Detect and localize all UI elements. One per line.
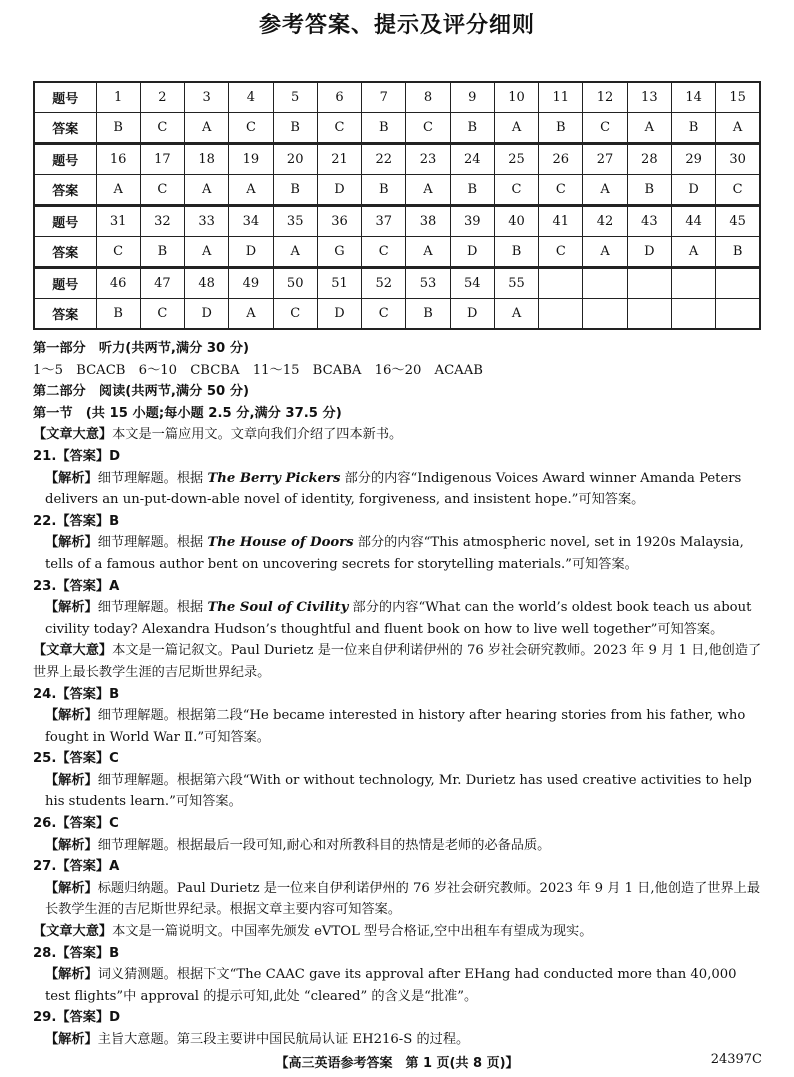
- question-number-cell: 8: [406, 82, 450, 113]
- question-number-cell: 25: [494, 144, 538, 175]
- question-number-cell: 20: [273, 144, 317, 175]
- question-number-cell: 38: [406, 206, 450, 237]
- answer-cell: C: [494, 175, 538, 206]
- question-number-cell: 3: [185, 82, 229, 113]
- question-number-row: [34, 268, 760, 299]
- answer-cell: A: [406, 237, 450, 268]
- question-number-cell: 15: [716, 82, 760, 113]
- question-number-cell: 13: [627, 82, 671, 113]
- question-number-row: [34, 144, 760, 175]
- answer-cell: A: [583, 175, 627, 206]
- question-label: 题号: [34, 82, 96, 113]
- question-label: 题号: [34, 144, 96, 175]
- article-summary: 【文章大意】本文是一篇应用文。文章向我们介绍了四本新书。: [33, 427, 403, 443]
- answer-cell: C: [317, 113, 361, 144]
- answer-cell: C: [539, 175, 583, 206]
- question-number-cell: 51: [317, 268, 361, 299]
- question-number-cell: 17: [140, 144, 184, 175]
- question-number-cell: [539, 268, 583, 299]
- answer-cell: C: [229, 113, 273, 144]
- answer-cell: A: [494, 299, 538, 330]
- answer-cell: A: [716, 113, 760, 144]
- answer-cell: B: [406, 299, 450, 330]
- answer-label: 答案: [34, 299, 96, 330]
- answer-cell: D: [627, 237, 671, 268]
- answer-cell: C: [96, 237, 140, 268]
- answer-cell: C: [716, 175, 760, 206]
- question-number-cell: 34: [229, 206, 273, 237]
- answer-cell: D: [317, 175, 361, 206]
- section-heading: 第一部分 听力(共两节,满分 30 分): [33, 341, 250, 356]
- answer-cell: G: [317, 237, 361, 268]
- answer-row: [34, 299, 760, 330]
- answer-cell: C: [140, 175, 184, 206]
- answer-cell: B: [716, 237, 760, 268]
- question-number-cell: 7: [362, 82, 406, 113]
- answer-cell: D: [229, 237, 273, 268]
- question-number-cell: 2: [140, 82, 184, 113]
- answer-cell: B: [627, 175, 671, 206]
- question-number-row: [34, 82, 760, 113]
- answer-cell: C: [583, 113, 627, 144]
- answer-cell: B: [450, 175, 494, 206]
- answer-cell: D: [317, 299, 361, 330]
- article-summary: 【文章大意】本文是一篇说明文。中国率先颁发 eVTOL 型号合格证,空中出租车有望成为现实。: [33, 924, 593, 940]
- question-label: 题号: [34, 268, 96, 299]
- answer-cell: A: [406, 175, 450, 206]
- answer-cell: B: [671, 113, 715, 144]
- listening-answers: 1～5 BCACB 6～10 CBCBA 11～15 BCABA 16～20 ACAAB: [33, 362, 483, 378]
- answer-line: 24.【答案】B: [33, 686, 120, 702]
- answer-cell: B: [96, 113, 140, 144]
- answer-line: 26.【答案】C: [33, 816, 119, 832]
- article-summary: 【文章大意】本文是一篇记叙文。Paul Durietz 是一位来自伊利诺伊州的 76 岁社会研究教师。2023 年 9 月 1 日,他创造了世界上最长教学生涯的吉尼斯世界纪录。: [33, 643, 762, 680]
- question-number-cell: 35: [273, 206, 317, 237]
- question-number-cell: 47: [140, 268, 184, 299]
- answer-cell: A: [671, 237, 715, 268]
- answer-cell: C: [140, 299, 184, 330]
- answer-row: [34, 237, 760, 268]
- answer-cell: D: [450, 237, 494, 268]
- question-number-cell: 50: [273, 268, 317, 299]
- answer-cell: D: [671, 175, 715, 206]
- answer-cell: B: [273, 175, 317, 206]
- question-number-cell: 32: [140, 206, 184, 237]
- answer-cell: [539, 299, 583, 330]
- question-number-cell: 41: [539, 206, 583, 237]
- answer-cell: D: [185, 299, 229, 330]
- question-number-cell: [716, 268, 760, 299]
- answer-line: 25.【答案】C: [33, 751, 119, 767]
- question-number-cell: 30: [716, 144, 760, 175]
- explanation: 【解析】细节理解题。根据最后一段可知,耐心和对所教科目的热情是老师的必备品质。: [45, 837, 551, 853]
- question-number-row: [34, 206, 760, 237]
- explanation: 【解析】词义猜测题。根据下文“The CAAC gave its approval after EHang had conducted more than 40,000 test flights”中 approval 的提示可知,此处 “cleared” 的含义是“批准”。: [45, 967, 737, 1004]
- explanation: 【解析】细节理解题。根据 The House of Doors 部分的内容“This atmospheric novel, set in 1920s Malaysia, tells of a famous author bent on uncovering secrets for storytelling materials.”可知答案。: [45, 535, 744, 572]
- question-label: 题号: [34, 206, 96, 237]
- question-number-cell: 10: [494, 82, 538, 113]
- question-number-cell: 21: [317, 144, 361, 175]
- answer-line: 21.【答案】D: [33, 448, 121, 464]
- answer-cell: [716, 299, 760, 330]
- answer-cell: A: [273, 237, 317, 268]
- answer-label: 答案: [34, 237, 96, 268]
- answer-cell: B: [450, 113, 494, 144]
- question-number-cell: 6: [317, 82, 361, 113]
- answer-cell: C: [406, 113, 450, 144]
- answer-label: 答案: [34, 175, 96, 206]
- answer-cell: A: [185, 175, 229, 206]
- answer-cell: C: [362, 299, 406, 330]
- question-number-cell: 29: [671, 144, 715, 175]
- answer-cell: A: [494, 113, 538, 144]
- answer-table: [33, 81, 761, 330]
- question-number-cell: 53: [406, 268, 450, 299]
- question-number-cell: [627, 268, 671, 299]
- answer-line: 29.【答案】D: [33, 1010, 121, 1026]
- question-number-cell: 48: [185, 268, 229, 299]
- question-number-cell: 54: [450, 268, 494, 299]
- answer-cell: D: [450, 299, 494, 330]
- question-number-cell: 12: [583, 82, 627, 113]
- answer-line: 22.【答案】B: [33, 513, 120, 529]
- answer-cell: A: [96, 175, 140, 206]
- section-heading: 第一节 (共 15 小题;每小题 2.5 分,满分 37.5 分): [33, 405, 342, 421]
- explanation: 【解析】细节理解题。根据 The Soul of Civility 部分的内容“What can the world’s oldest book teach us about civility today? Alexandra Hudson’s thoughtful and fluent book on how to live well together”可知答案。: [45, 600, 752, 637]
- question-number-cell: 11: [539, 82, 583, 113]
- explanation: 【解析】细节理解题。根据第二段“He became interested in history after hearing stories from his father, who fought in World War Ⅱ.”可知答案。: [45, 708, 746, 745]
- answer-cell: [671, 299, 715, 330]
- answer-cell: B: [494, 237, 538, 268]
- question-number-cell: 5: [273, 82, 317, 113]
- question-number-cell: 37: [362, 206, 406, 237]
- question-number-cell: 23: [406, 144, 450, 175]
- question-number-cell: 4: [229, 82, 273, 113]
- answer-cell: [627, 299, 671, 330]
- answer-row: [34, 113, 760, 144]
- question-number-cell: 43: [627, 206, 671, 237]
- page-title: 参考答案、提示及评分细则: [258, 13, 535, 38]
- answer-cell: B: [539, 113, 583, 144]
- answer-cell: B: [140, 237, 184, 268]
- answer-label: 答案: [34, 113, 96, 144]
- answer-cell: A: [185, 113, 229, 144]
- question-number-cell: 16: [96, 144, 140, 175]
- question-number-cell: 26: [539, 144, 583, 175]
- question-number-cell: 24: [450, 144, 494, 175]
- question-number-cell: 36: [317, 206, 361, 237]
- answer-line: 23.【答案】A: [33, 578, 120, 594]
- question-number-cell: 39: [450, 206, 494, 237]
- answer-cell: B: [362, 113, 406, 144]
- question-number-cell: 22: [362, 144, 406, 175]
- explanation: 【解析】细节理解题。根据第六段“With or without technology, Mr. Durietz has used creative activities to help his students learn.”可知答案。: [45, 772, 752, 810]
- answer-cell: C: [539, 237, 583, 268]
- question-number-cell: 52: [362, 268, 406, 299]
- answer-row: [34, 175, 760, 206]
- section-heading: 第二部分 阅读(共两节,满分 50 分): [33, 384, 250, 400]
- answer-cell: A: [229, 299, 273, 330]
- answer-line: 28.【答案】B: [33, 945, 120, 961]
- footer-code: 24397C: [710, 1052, 762, 1067]
- question-number-cell: 31: [96, 206, 140, 237]
- question-number-cell: 14: [671, 82, 715, 113]
- question-number-cell: 19: [229, 144, 273, 175]
- footer-page-info: 【高三英语参考答案 第 1 页(共 8 页)】: [275, 1056, 519, 1071]
- answer-cell: B: [273, 113, 317, 144]
- question-number-cell: [583, 268, 627, 299]
- answer-explanations: [33, 338, 763, 1051]
- question-number-cell: 9: [450, 82, 494, 113]
- question-number-cell: 49: [229, 268, 273, 299]
- question-number-cell: 27: [583, 144, 627, 175]
- answer-cell: C: [140, 113, 184, 144]
- question-number-cell: 55: [494, 268, 538, 299]
- question-number-cell: 18: [185, 144, 229, 175]
- question-number-cell: [671, 268, 715, 299]
- answer-cell: C: [273, 299, 317, 330]
- explanation: 【解析】主旨大意题。第三段主要讲中国民航局认证 EH216-S 的过程。: [45, 1032, 470, 1047]
- question-number-cell: 40: [494, 206, 538, 237]
- answer-cell: A: [185, 237, 229, 268]
- answer-cell: B: [362, 175, 406, 206]
- answer-cell: [583, 299, 627, 330]
- explanation: 【解析】细节理解题。根据 The Berry Pickers 部分的内容“Indigenous Voices Award winner Amanda Peters delivers an un-put-down-able novel of identity, forgiveness, and insistent hope.”可知答案。: [45, 470, 742, 508]
- answer-line: 27.【答案】A: [33, 859, 120, 875]
- question-number-cell: 44: [671, 206, 715, 237]
- question-number-cell: 1: [96, 82, 140, 113]
- question-number-cell: 28: [627, 144, 671, 175]
- question-number-cell: 33: [185, 206, 229, 237]
- question-number-cell: 42: [583, 206, 627, 237]
- question-number-cell: 46: [96, 268, 140, 299]
- answer-cell: A: [583, 237, 627, 268]
- answer-cell: C: [362, 237, 406, 268]
- answer-cell: A: [627, 113, 671, 144]
- explanation: 【解析】标题归纳题。Paul Durietz 是一位来自伊利诺伊州的 76 岁社会研究教师。2023 年 9 月 1 日,他创造了世界上最长教学生涯的吉尼斯世界纪录。根据文章主要内容可知答案。: [45, 880, 761, 918]
- question-number-cell: 45: [716, 206, 760, 237]
- answer-cell: A: [229, 175, 273, 206]
- answer-cell: B: [96, 299, 140, 330]
